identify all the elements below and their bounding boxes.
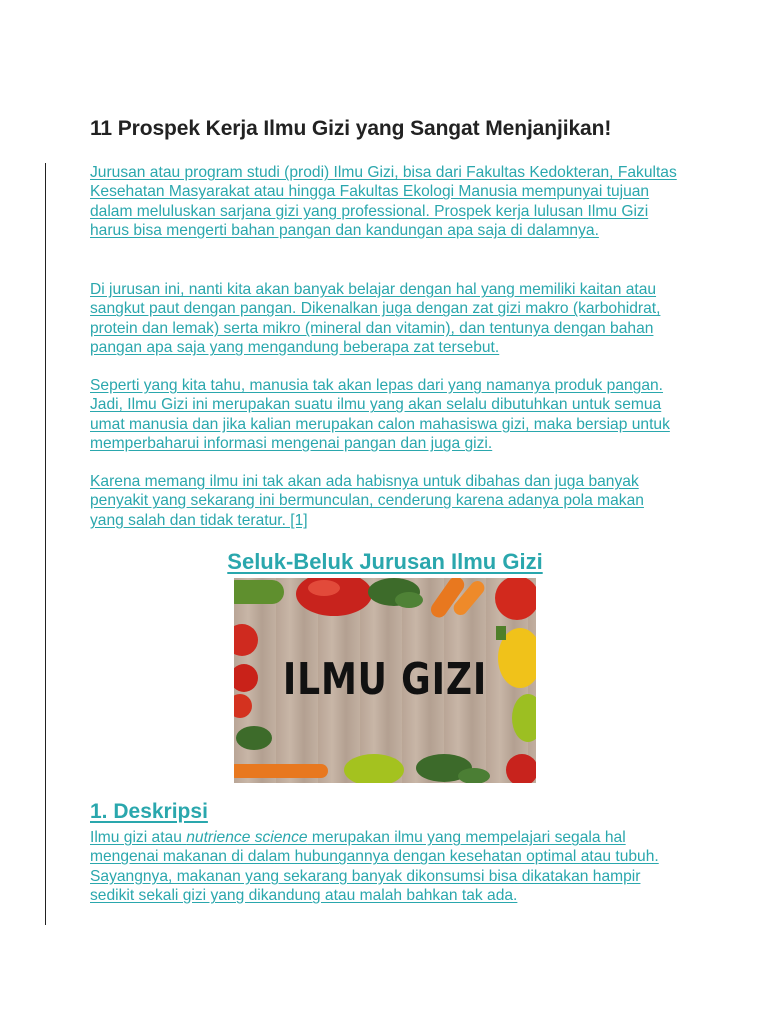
deskripsi-heading[interactable]: 1. Deskripsi xyxy=(90,800,208,823)
paragraph-food[interactable]: Seperti yang kita tahu, manusia tak akan lepas dari yang namanya produk pangan. Jadi, Ilmu Gizi ini merupakan suatu ilmu yang akan selalu dibutuhkan untuk semua umat manusia dan jika kalian merupakan calon mahasiswa gizi, maka bersiap untuk memperbaharui informasi mengenai pangan dan juga gizi. xyxy=(90,377,670,453)
section-heading[interactable]: Seluk-Beluk Jurusan Ilmu Gizi xyxy=(227,549,543,574)
ilmu-gizi-image xyxy=(234,578,536,783)
paragraph-intro[interactable]: Jurusan atau program studi (prodi) Ilmu Gizi, bisa dari Fakultas Kedokteran, Fakultas Kesehatan Masyarakat atau hingga Fakultas Ekologi Manusia mempunyai tujuan dalam meluluskan sarjana gizi yang professional. Prospek kerja lulusan Ilmu Gizi harus bisa mengerti bahan pangan dan kandungan apa saja di dalamnya. xyxy=(90,164,677,240)
paragraph-reason[interactable]: Karena memang ilmu ini tak akan ada habisnya untuk dibahas dan juga banyak penyakit yang sekarang ini bermunculan, cenderung karena adanya pola makan yang salah dan tidak teratur. [1] xyxy=(90,473,644,529)
page-title: 11 Prospek Kerja Ilmu Gizi yang Sangat Menjanjikan! xyxy=(90,117,612,140)
deskripsi-lead: Ilmu gizi atau xyxy=(90,829,187,846)
paragraph-learning[interactable]: Di jurusan ini, nanti kita akan banyak belajar dengan hal yang memiliki kaitan atau sangkut paut dengan pangan. Dikenalkan juga dengan zat gizi makro (karbohidrat, protein dan lemak) serta mikro (mineral dan vitamin), dan tentunya dengan bahan pangan apa saja yang mengandung beberapa zat tersebut. xyxy=(90,281,661,357)
paragraph-deskripsi[interactable] xyxy=(90,828,680,906)
figure-caption-text: ILMU GIZI xyxy=(282,654,488,705)
margin-rule xyxy=(45,163,46,925)
deskripsi-term: nutrience science xyxy=(186,829,308,846)
deskripsi-rest: merupakan ilmu yang mempelajari segala hal mengenai makanan di dalam hubungannya dengan kesehatan optimal atau tubuh. Sayangnya, makanan yang sekarang banyak dikonsumsi bisa dikatakan hampir sedikit sekali gizi yang dikandung atau malah bahkan tak ada. xyxy=(90,829,659,905)
